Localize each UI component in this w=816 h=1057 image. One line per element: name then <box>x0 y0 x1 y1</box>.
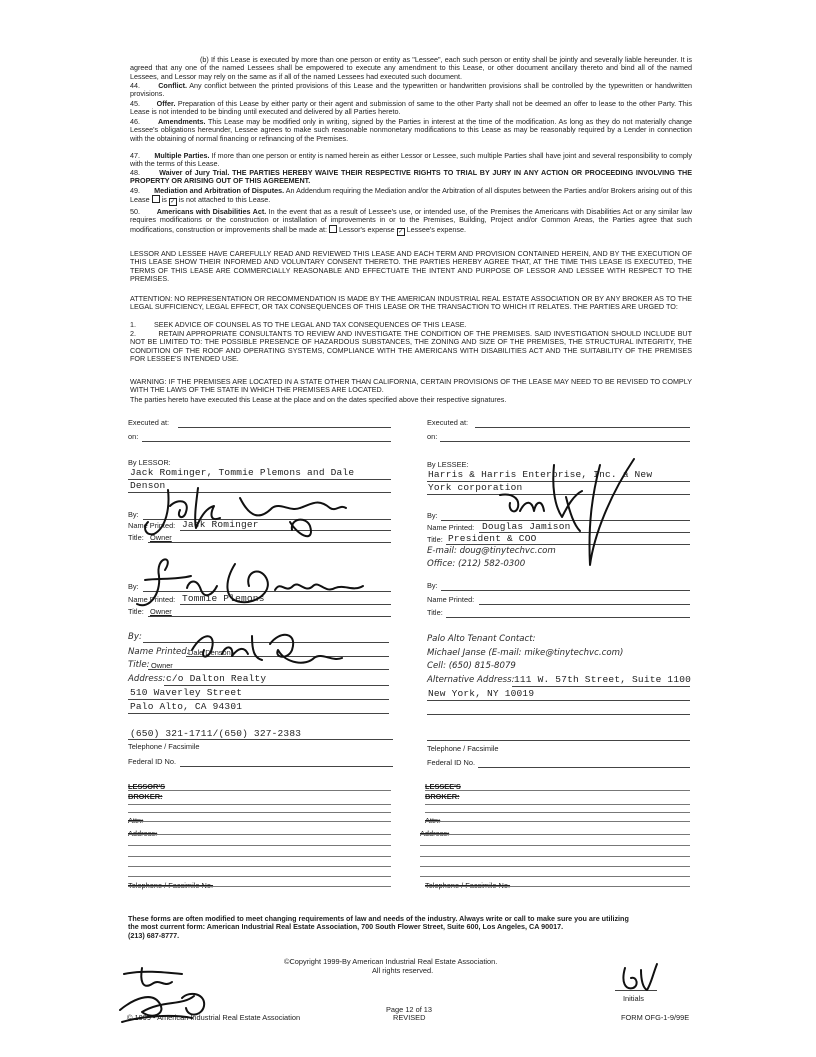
section-number: 50. <box>130 207 140 216</box>
lessee-broker-address-label: Address: <box>420 829 450 838</box>
copyright-line-2: All rights reserved. <box>372 966 434 975</box>
is-attached-checkbox[interactable] <box>152 195 160 203</box>
lessor-executed-at-field[interactable] <box>178 427 391 428</box>
section-number: 45. <box>130 99 140 108</box>
section-title: Waiver of Jury Trial. <box>159 168 230 177</box>
attention-item-2 <box>130 330 692 364</box>
lessor-fed-id-field[interactable] <box>180 766 393 767</box>
lessor-address-2-line <box>128 699 389 700</box>
tenant-contact-name: Michael Janse (E-mail: mike@tinytechvc.com) <box>427 648 624 658</box>
lessee-broker-phone-label: Telephone / Facsimile No. <box>425 881 511 890</box>
copyright-line-1: ©Copyright 1999-By American Industrial Real Estate Association. <box>284 957 498 966</box>
section-number: 44. <box>130 81 140 90</box>
lessee-broker-attn-line <box>425 821 690 822</box>
lessor-by-1-label: By: <box>128 510 139 519</box>
lessee-broker-address-line-5 <box>420 876 690 877</box>
lessee-name-printed-2-label: Name Printed: <box>427 595 475 604</box>
is-not-attached-checkbox[interactable]: ✓ <box>170 199 176 206</box>
lessee-expense-checkbox[interactable]: ✓ <box>398 228 404 235</box>
lessee-fed-id-field[interactable] <box>478 767 690 768</box>
lessor-fed-id-label: Federal ID No. <box>128 757 177 766</box>
lessor-name-printed-3-label: Name Printed: <box>128 647 190 657</box>
lessee-broker-line-1 <box>425 790 690 791</box>
lessee-alt-address-2: New York, NY 10019 <box>428 688 535 699</box>
lessee-alt-address-label: Alternative Address: <box>427 675 515 685</box>
lessor-on-field[interactable] <box>142 441 391 442</box>
item-number: 1. <box>130 320 136 329</box>
forms-notice <box>128 915 698 940</box>
lessee-email: E-mail: doug@tinytechvc.com <box>427 546 556 556</box>
lessee-signature-2-line[interactable] <box>441 590 690 591</box>
lessee-phone-line <box>427 740 690 741</box>
lessor-broker-attn-label: Attn: <box>128 816 144 825</box>
lessee-name-line-1: Harris & Harris Enterprise, Inc. a New <box>428 469 653 480</box>
item-number: 2. <box>130 329 136 338</box>
attention-statement: ATTENTION: NO REPRESENTATION OR RECOMMENDATION IS MADE BY THE AMERICAN INDUSTRIAL REAL ESTATE ASSOCIATION OR BY ANY BROKER AS TO THE LEGAL SUFFICIENCY, LEGAL EFFECT, OR TAX CONSEQUENCES OF THIS LEASE OR THE TRANSACTION TO WHICH IT RELATES. THE PARTIES ARE URGED TO: <box>130 294 692 312</box>
lessor-broker-address-line-3 <box>128 856 391 857</box>
lessor-title-3-label: Title: <box>128 660 150 670</box>
lessee-executed-at-field[interactable] <box>475 427 690 428</box>
lessee-alt-address-1: 111 W. 57th Street, Suite 1100 <box>514 674 692 685</box>
paragraph-b: (b) If this Lease is executed by more than one person or entity as "Lessee", each such person or entity shall be jointly and severally liable hereunder. It is agreed that any one of the named Lessees shall be empowered to execute any amendment to this Lease, or other document ancillary thereto and bind all of the named Lessees, and Lessor may rely on the same as if all of the named Lessees had executed such document. <box>130 55 692 81</box>
lessor-on-label: on: <box>128 432 139 441</box>
lessor-name-printed-1-label: Name Printed: <box>128 521 176 530</box>
lessee-broker-address-line-3 <box>420 856 690 857</box>
lessor-title-2: Owner <box>150 607 172 616</box>
lessee-broker-attn-label: Attn: <box>425 816 441 825</box>
lessee-title-1: President & COO <box>448 533 537 544</box>
section-title: Mediation and Arbitration of Disputes. <box>154 186 285 195</box>
lessee-broker-address-line-1 <box>420 834 690 835</box>
lessor-title-2-label: Title: <box>128 607 144 616</box>
signature-dale-denson <box>182 624 362 674</box>
section-49 <box>130 187 692 206</box>
lessor-broker-phone-line <box>128 886 391 887</box>
section-text: THE PARTIES HEREBY WAIVE THEIR RESPECTIVE RIGHTS TO TRIAL BY JURY IN ANY ACTION OR PROCEEDING INVOLVING THE PROPERTY OR ARISING OUT OF THIS AGREEMENT. <box>130 168 692 186</box>
lessee-broker-phone-line <box>425 886 690 887</box>
signature-tommie-plemons <box>125 550 385 620</box>
lessor-broker-line-3 <box>128 812 391 813</box>
lessee-name-line-2: York corporation <box>428 482 523 493</box>
section-text: Any conflict between the printed provisions of this Lease and the typewritten or handwritten provisions shall be controlled by the typewritten or handwritten provisions. <box>130 81 692 99</box>
association-copyright: © 1999 - American Industrial Real Estate Association <box>127 1013 301 1022</box>
lessor-name-printed-3: Dale Denson <box>188 648 231 657</box>
lessor-name-printed-2-label: Name Printed: <box>128 595 176 604</box>
section-46 <box>130 118 692 143</box>
section-text: Preparation of this Lease by either party or their agent and submission of same to the other Party shall not be deemed an offer to lease to the other Party. This Lease is not intended to be binding until executed and delivered by all Parties hereto. <box>130 99 692 117</box>
lessee-office: Office: (212) 582-0300 <box>427 559 526 569</box>
section-number: 47. <box>130 151 140 160</box>
section-title: Amendments. <box>157 117 206 126</box>
lessee-phone-label: Telephone / Facsimile <box>427 744 499 753</box>
executed-intro: The parties hereto have executed this Lease at the place and on the dates specified above their respective signatures. <box>130 395 507 404</box>
form-number: FORM OFG-1-9/99E <box>621 1013 690 1022</box>
section-number: 49. <box>130 186 140 195</box>
lessee-broker-address-line-4 <box>420 866 690 867</box>
by-lessor-label: By LESSOR: <box>128 458 171 467</box>
lessor-broker-heading-2: BROKER: <box>128 792 163 801</box>
warning-statement: WARNING: IF THE PREMISES ARE LOCATED IN A STATE OTHER THAN CALIFORNIA, CERTAIN PROVISIONS OF THE LEASE MAY NEED TO BE REVISED TO COMPLY WITH THE LAWS OF THE STATE IN WHICH THE PREMISES ARE LOCATED. <box>130 377 692 395</box>
lessor-name-line-2: Denson <box>130 480 166 491</box>
section-48 <box>130 169 692 186</box>
lessor-address-1-line <box>164 685 389 686</box>
lessee-by-2-label: By: <box>427 581 438 590</box>
lessor-phone-line <box>128 739 393 740</box>
footer-initials-left <box>112 960 222 1030</box>
lessor-phone-label: Telephone / Facsimile <box>128 742 200 751</box>
item-text: RETAIN APPROPRIATE CONSULTANTS TO REVIEW AND INVESTIGATE THE CONDITION OF THE PREMISES. SAID INVESTIGATION SHOULD INCLUDE BUT NOT BE LIMITED TO: THE POSSIBLE PRESENCE OF HAZARDOUS SUBSTANCES, THE ZONING AND SIZE OF THE PREMISES, THE STRUCTURAL INTEGRITY, THE CONDITION OF THE ROOF AND OPERATING SYSTEMS, COMPLIANCE WITH THE AMERICANS WITH DISABILITIES ACT AND THE SUITABILITY OF THE PREMISES FOR LESSEE'S INTENDED USE. <box>130 329 692 364</box>
section-text: An Addendum requiring the Mediation and/or the Arbitration of all disputes between the Parties and/or Brokers arising out of this Lease <box>130 186 692 205</box>
lessor-broker-heading-1: LESSOR'S <box>128 782 166 791</box>
section-text: Lessee's expense. <box>406 224 466 234</box>
lessee-title-2-field[interactable] <box>446 617 690 618</box>
revised-label: REVISED <box>393 1013 426 1022</box>
lessor-broker-attn-line <box>128 821 391 822</box>
lessee-on-field[interactable] <box>440 441 690 442</box>
section-title: Offer. <box>156 99 176 108</box>
lessee-by-1-label: By: <box>427 511 438 520</box>
read-reviewed-statement: LESSOR AND LESSEE HAVE CAREFULLY READ AND REVIEWED THIS LEASE AND EACH TERM AND PROVISION CONTAINED HEREIN, AND BY THE EXECUTION OF THIS LEASE SHOW THEIR INFORMED AND VOLUNTARY CONSENT THERETO. THE PARTIES HEREBY AGREE THAT, AT THE TIME THIS LEASE IS EXECUTED, THE TERMS OF THIS LEASE ARE COMMERCIALLY REASONABLE AND EFFECTUATE THE INTENT AND PURPOSE OF LESSOR AND LESSEE WITH RESPECT TO THE PREMISES. <box>130 249 692 284</box>
forms-notice-line-2: the most current form: American Industrial Real Estate Association, 700 South Flower Street, Suite 600, Los Angeles, CA 90017. <box>128 922 564 932</box>
initials-label: Initials <box>623 994 644 1003</box>
lessor-name-printed-1: Jack Rominger <box>182 519 259 530</box>
signature-douglas-jamison <box>470 455 640 575</box>
by-lessee-label: By LESSEE: <box>427 460 469 469</box>
footer-initials-right <box>617 958 667 998</box>
lessor-broker-address-line-1 <box>128 834 391 835</box>
lessor-broker-address-line-4 <box>128 866 391 867</box>
section-50 <box>130 208 692 236</box>
lessee-broker-address-line-2 <box>420 845 690 846</box>
tenant-contact-heading: Palo Alto Tenant Contact: <box>427 634 536 644</box>
lessee-broker-line-3 <box>425 812 690 813</box>
lessor-broker-line-2 <box>128 804 391 805</box>
lessee-alt-address-1-line <box>512 686 690 687</box>
lessor-by-3-label: By: <box>128 632 142 642</box>
section-text: Lessor's expense <box>338 224 395 234</box>
section-number: 48. <box>130 168 140 177</box>
lessor-address-3: Palo Alto, CA 94301 <box>130 701 243 712</box>
section-number: 46. <box>130 117 140 126</box>
lessor-title-3: Owner <box>151 661 173 670</box>
section-text: In the event that as a result of Lessee's use, or intended use, of the Premises the Americans with Disabilities Act or any similar law requires modifications or the construction or installation of improvements in or to the Premises, Building, Project and/or Common Areas, the Parties agree that such modifications, construction or improvements shall be made at: <box>130 207 692 234</box>
lessor-name-printed-2: Tommie Plemons <box>182 593 265 604</box>
signature-jack-rominger <box>140 478 360 548</box>
item-text: SEEK ADVICE OF COUNSEL AS TO THE LEGAL AND TAX CONSEQUENCES OF THIS LEASE. <box>153 320 467 329</box>
lessor-address-1: c/o Dalton Realty <box>166 673 267 684</box>
lessee-title-1-label: Title: <box>427 535 443 544</box>
lessee-fed-id-label: Federal ID No. <box>427 758 476 767</box>
lessor-executed-at-label: Executed at: <box>128 418 170 427</box>
lessee-name-printed-1: Douglas Jamison <box>482 521 571 532</box>
section-text: is <box>161 195 167 205</box>
lessor-title-1-label: Title: <box>128 533 144 542</box>
lessor-phone: (650) 321-1711/(650) 327-2383 <box>130 728 302 739</box>
lessee-name-printed-1-label: Name Printed: <box>427 523 475 532</box>
page-number: Page 12 of 13 <box>386 1005 433 1014</box>
forms-notice-line-3: (213) 687-8777. <box>128 930 180 940</box>
forms-notice-line-1: These forms are often modified to meet changing requirements of law and needs of the industry. Always write or call to make sure you are utilizing <box>128 914 629 923</box>
lessor-title-1: Owner <box>150 533 172 542</box>
lessee-executed-at-label: Executed at: <box>427 418 469 427</box>
lessee-alt-address-3-line <box>427 714 690 715</box>
section-text: is not attached to this Lease. <box>178 195 271 205</box>
lessor-by-2-label: By: <box>128 582 139 591</box>
section-text: This Lease may be modified only in writing, signed by the Parties in interest at the time of the modification. As long as they do not materially change Lessee's obligations hereunder, Lessee agrees to make such reasonable nonmonetary modifications to this Lease as may be reasonably required by a Lender in connection with the obtaining of normal financing or refinancing of the Premises. <box>130 117 692 143</box>
lessor-broker-address-line-5 <box>128 876 391 877</box>
section-title: Multiple Parties. <box>154 151 210 160</box>
lessor-broker-line-1 <box>128 790 391 791</box>
lessor-broker-address-line-2 <box>128 845 391 846</box>
lessee-name-printed-2-field[interactable] <box>479 604 690 605</box>
lessee-title-2-label: Title: <box>427 608 443 617</box>
section-44 <box>130 82 692 99</box>
lessee-broker-heading-2: BROKER: <box>425 792 460 801</box>
lessor-address-3-line <box>128 713 389 714</box>
lessor-address-2: 510 Waverley Street <box>130 687 243 698</box>
tenant-contact-cell: Cell: (650) 815-8079 <box>427 661 516 671</box>
section-title: Americans with Disabilities Act. <box>156 207 267 216</box>
lessor-address-label: Address: <box>128 674 166 684</box>
section-45 <box>130 100 692 117</box>
lessor-broker-address-label: Address: <box>128 829 158 838</box>
lessor-name-line-1: Jack Rominger, Tommie Plemons and Dale <box>130 467 355 478</box>
lessee-alt-address-2-line <box>427 700 690 701</box>
lessor-expense-checkbox[interactable] <box>329 225 337 233</box>
section-title: Conflict. <box>158 81 187 90</box>
section-text: If more than one person or entity is named herein as either Lessor or Lessee, such multiple Parties shall have joint and several responsibility to comply with the terms of this Lease. <box>130 151 693 169</box>
section-47 <box>130 152 692 169</box>
lessee-on-label: on: <box>427 432 438 441</box>
lessee-broker-line-2 <box>425 804 690 805</box>
lessee-broker-heading-1: LESSEE'S <box>425 782 461 791</box>
lessor-broker-phone-label: Telephone / Facsimile No. <box>128 881 214 890</box>
